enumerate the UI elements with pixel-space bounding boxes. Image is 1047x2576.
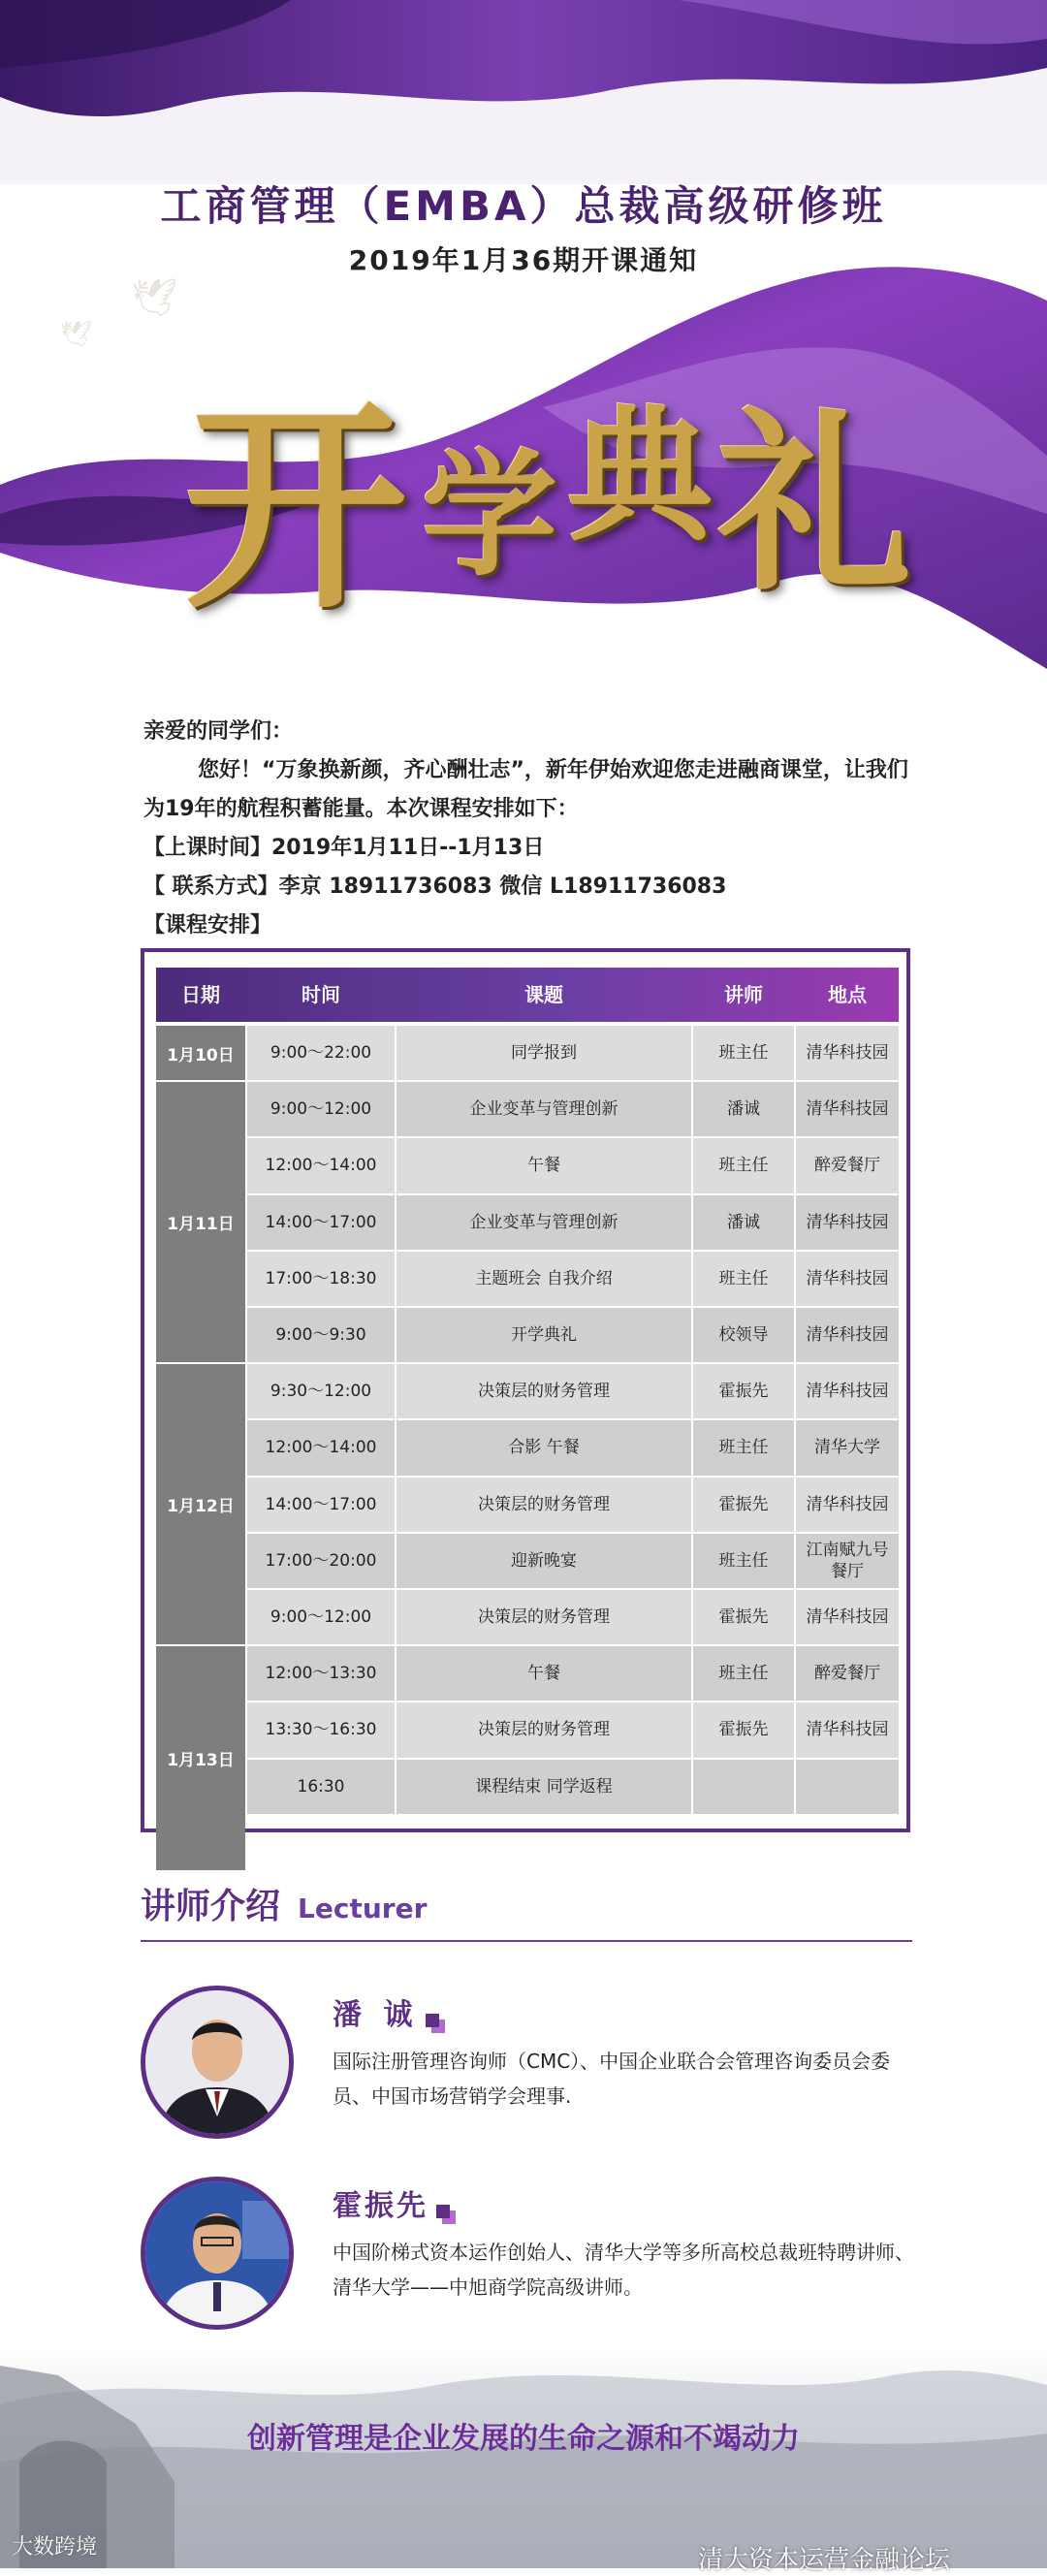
lecturer-cell: 霍振先 — [693, 1478, 794, 1532]
square-mark-icon — [426, 2014, 439, 2027]
square-mark-icon — [436, 2205, 450, 2218]
place-cell: 江南赋九号 餐厅 — [796, 1534, 899, 1588]
topic-cell: 主题班会 自我介绍 — [397, 1252, 691, 1306]
time-cell: 17:00～20:00 — [247, 1534, 395, 1588]
topic-cell: 同学报到 — [397, 1026, 691, 1080]
intro-text — [143, 713, 919, 945]
topic-cell: 决策层的财务管理 — [397, 1590, 691, 1644]
lecturer-section-title — [141, 1879, 427, 1928]
greeting: 亲爱的同学们： — [143, 719, 294, 744]
topic-cell: 决策层的财务管理 — [397, 1364, 691, 1418]
hero-title — [184, 330, 921, 640]
schedule-label: 【课程安排】 — [143, 913, 272, 938]
header-date: 日期 — [181, 983, 220, 1006]
time-cell: 13:30～16:30 — [247, 1702, 395, 1757]
time-cell: 17:00～18:30 — [247, 1252, 395, 1306]
place-cell: 清华科技园 — [796, 1702, 899, 1757]
watermark-right: 清大资本运营金融论坛 — [698, 2546, 951, 2575]
top-purple-wave — [0, 0, 1047, 184]
place-cell — [796, 1760, 899, 1814]
topic-cell: 午餐 — [397, 1646, 691, 1701]
class-time: 【上课时间】2019年1月11日--1月13日 — [143, 836, 545, 860]
lecturer-title-en: Lecturer — [298, 1892, 428, 1924]
watermark-left: 大数跨境 — [12, 2535, 98, 2560]
topic-cell: 企业变革与管理创新 — [397, 1195, 691, 1250]
place-cell: 清华科技园 — [796, 1364, 899, 1418]
topic-cell: 合影 午餐 — [397, 1420, 691, 1475]
page-title: 工商管理（EMBA）总裁高级研修班 — [160, 182, 887, 230]
lecturer-title: 讲师介绍 — [141, 1887, 281, 1926]
place-cell: 清华科技园 — [796, 1026, 899, 1080]
contact-info: 【 联系方式】李京 18911736083 微信 L18911736083 — [143, 875, 727, 899]
dove-icon: 🕊 — [131, 276, 178, 319]
time-cell: 9:00～9:30 — [247, 1308, 395, 1362]
hero-char-4: 礼 — [717, 390, 912, 618]
footer-slogan: 创新管理是企业发展的生命之源和不竭动力 — [247, 2422, 800, 2456]
place-cell: 清华科技园 — [796, 1308, 899, 1362]
date-cell: 1月10日 — [156, 1026, 245, 1080]
lecturer-cell: 班主任 — [693, 1646, 794, 1701]
time-cell: 16:30 — [247, 1760, 395, 1814]
time-cell: 9:30～12:00 — [247, 1364, 395, 1418]
date-cell: 1月11日 — [156, 1082, 245, 1362]
place-cell: 醉爱餐厅 — [796, 1646, 899, 1701]
schedule-table-header — [156, 968, 899, 1022]
place-cell: 清华科技园 — [796, 1590, 899, 1644]
header-topic: 课题 — [524, 983, 563, 1006]
lecturer-name: 潘 诚 — [333, 1998, 419, 2032]
avatar — [141, 2177, 294, 2330]
place-cell: 清华科技园 — [796, 1195, 899, 1250]
time-cell: 9:00～22:00 — [247, 1026, 395, 1080]
section-divider — [141, 1940, 912, 1942]
lecturer-cell: 霍振先 — [693, 1590, 794, 1644]
hero-char-3: 典 — [567, 391, 714, 561]
time-cell: 12:00～14:00 — [247, 1420, 395, 1475]
hero-char-2: 学 — [422, 436, 558, 595]
dove-icon: 🕊 — [60, 320, 93, 349]
lecturer-cell — [693, 1760, 794, 1814]
date-cell: 1月13日 — [156, 1646, 245, 1870]
time-cell: 14:00～17:00 — [247, 1478, 395, 1532]
time-cell: 12:00～13:30 — [247, 1646, 395, 1701]
place-cell: 清华科技园 — [796, 1252, 899, 1306]
lecturer-name: 霍振先 — [333, 2189, 428, 2223]
lecturer-cell: 班主任 — [693, 1252, 794, 1306]
intro-body: 您好！“万象换新颜，齐心酬壮志”，新年伊始欢迎您走进融商课堂，让我们为19年的航程积蓄能量。本次课程安排如下： — [143, 758, 908, 821]
lecturer-cell: 班主任 — [693, 1534, 794, 1588]
lecturer-cell: 霍振先 — [693, 1364, 794, 1418]
topic-cell: 决策层的财务管理 — [397, 1478, 691, 1532]
time-cell: 14:00～17:00 — [247, 1195, 395, 1250]
lecturer-cell: 校领导 — [693, 1308, 794, 1362]
lecturer-cell: 班主任 — [693, 1138, 794, 1193]
place-cell: 清华大学 — [796, 1420, 899, 1475]
hero-char-1: 开 — [184, 378, 408, 640]
lecturer-description: 中国阶梯式资本运作创始人、清华大学等多所高校总裁班特聘讲师、清华大学——中旭商学院高级讲师。 — [333, 2241, 914, 2299]
place-cell: 清华科技园 — [796, 1082, 899, 1136]
time-cell: 12:00～14:00 — [247, 1138, 395, 1193]
lecturer-description: 国际注册管理咨询师（CMC）、中国企业联合会管理咨询委员会委员、中国市场营销学会理事. — [333, 2050, 891, 2108]
topic-cell: 企业变革与管理创新 — [397, 1082, 691, 1136]
header-lecturer: 讲师 — [724, 983, 763, 1006]
page-subtitle: 2019年1月36期开课通知 — [348, 244, 699, 276]
topic-cell: 午餐 — [397, 1138, 691, 1193]
place-cell: 醉爱餐厅 — [796, 1138, 899, 1193]
lecturer-name-row — [333, 1990, 439, 2033]
lecturer-cell: 霍振先 — [693, 1702, 794, 1757]
bottom-ink-landscape — [0, 2346, 1047, 2568]
lecturer-cell: 班主任 — [693, 1026, 794, 1080]
date-cell: 1月12日 — [156, 1364, 245, 1644]
lecturer-name-row — [333, 2181, 450, 2224]
avatar — [141, 1986, 294, 2139]
lecturer-cell: 潘诚 — [693, 1082, 794, 1136]
lecturer-cell: 潘诚 — [693, 1195, 794, 1250]
place-cell: 清华科技园 — [796, 1478, 899, 1532]
lecturer-cell: 班主任 — [693, 1420, 794, 1475]
time-cell: 9:00～12:00 — [247, 1590, 395, 1644]
topic-cell: 迎新晚宴 — [397, 1534, 691, 1588]
header-time: 时间 — [301, 983, 340, 1006]
header-place: 地点 — [828, 983, 867, 1006]
topic-cell: 课程结束 同学返程 — [397, 1760, 691, 1814]
topic-cell: 开学典礼 — [397, 1308, 691, 1362]
time-cell: 9:00～12:00 — [247, 1082, 395, 1136]
topic-cell: 决策层的财务管理 — [397, 1702, 691, 1757]
